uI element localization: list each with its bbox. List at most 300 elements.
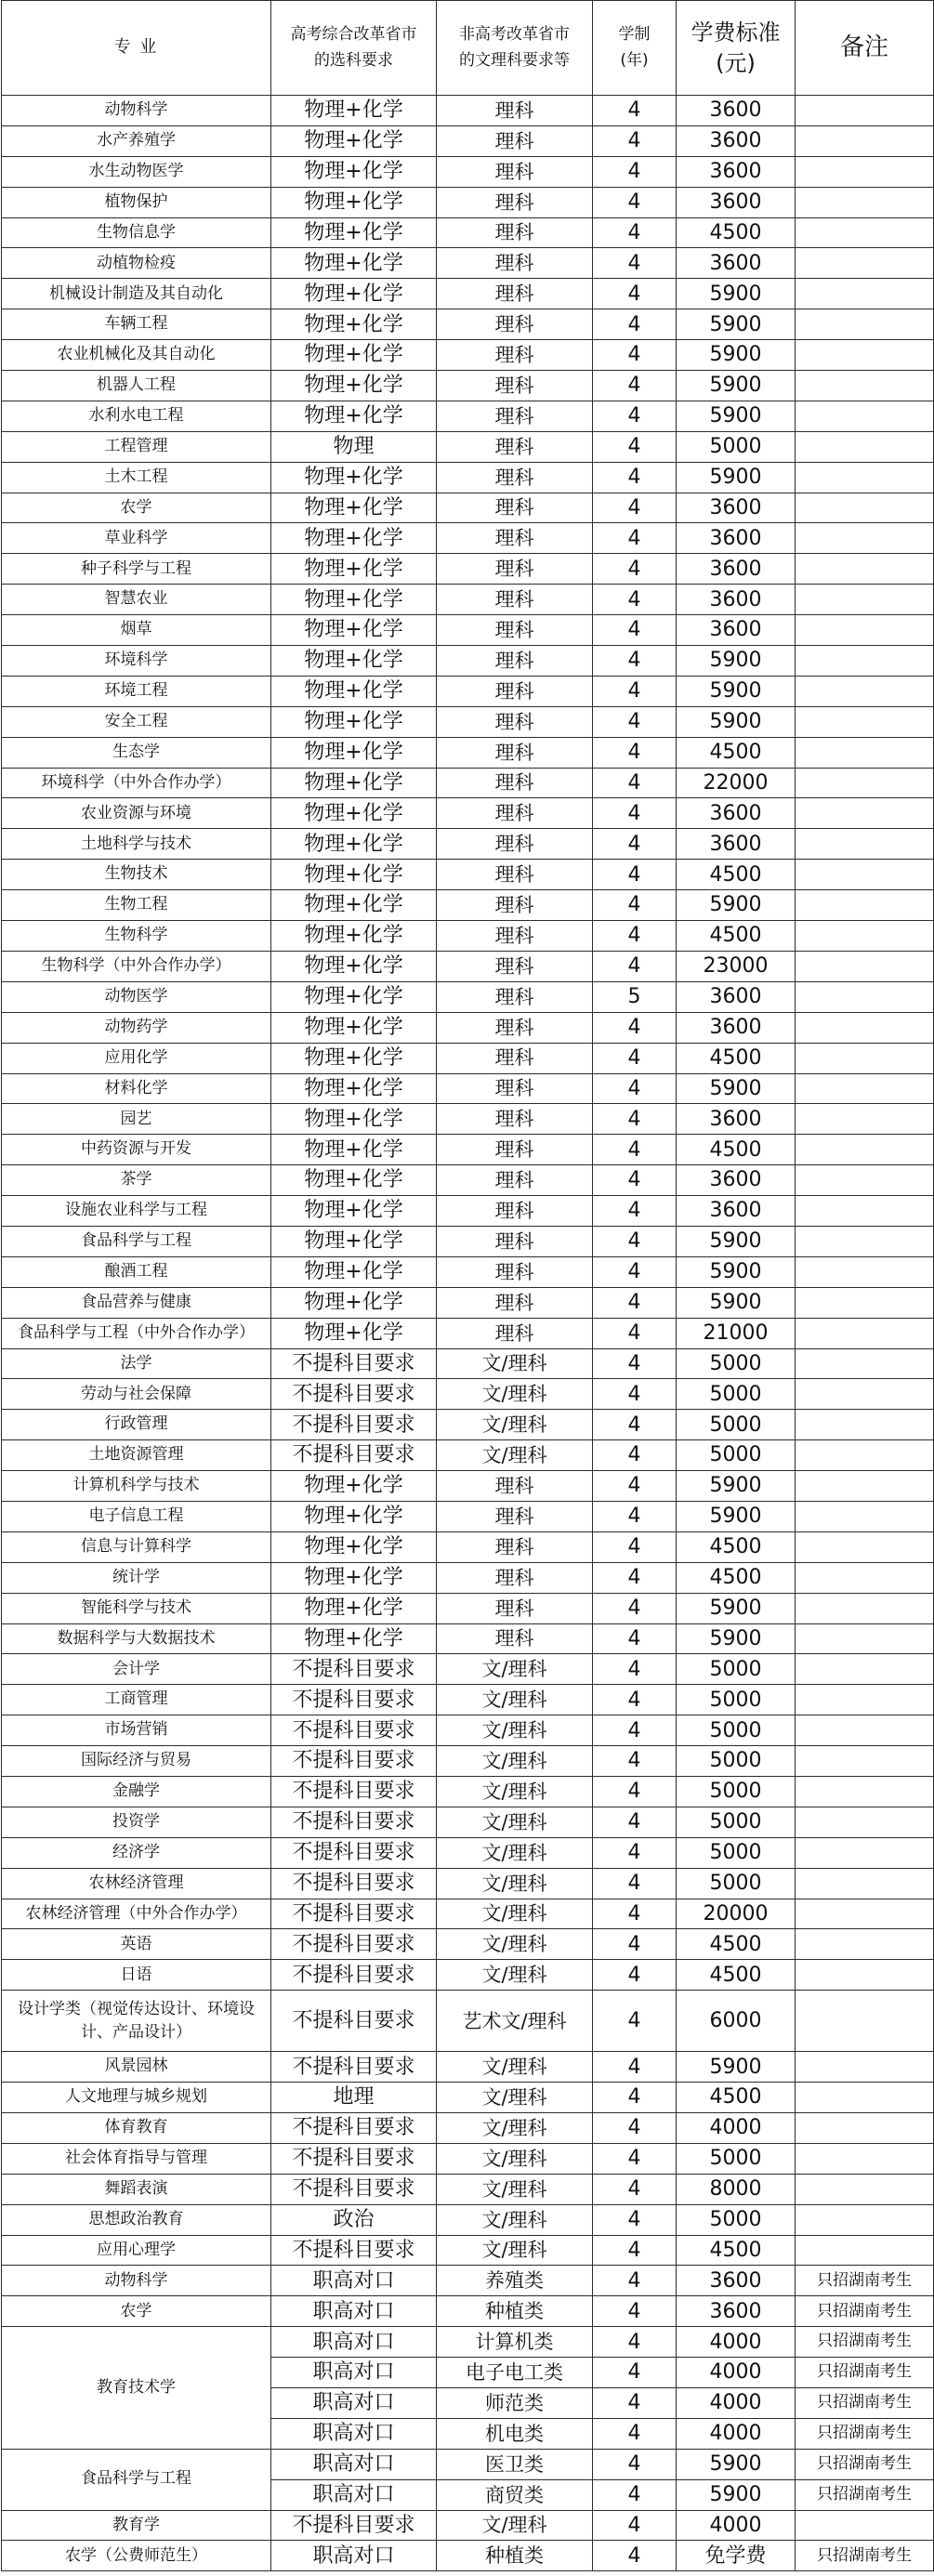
cell-category-requirement: 理科 [437, 401, 593, 431]
cell-note [796, 706, 934, 737]
cell-fee: 5000 [677, 1654, 796, 1685]
cell-category-requirement: 理科 [437, 951, 593, 981]
cell-fee: 5000 [677, 1685, 796, 1715]
cell-years: 4 [593, 1196, 677, 1227]
cell-fee: 5900 [677, 371, 796, 401]
cell-major: 茶学 [2, 1165, 271, 1196]
cell-note [796, 1287, 934, 1318]
cell-subject-requirement: 物理+化学 [271, 1531, 437, 1562]
cell-years: 4 [593, 340, 677, 371]
cell-note [796, 921, 934, 952]
cell-major: 车辆工程 [2, 309, 271, 340]
cell-note [796, 2235, 934, 2266]
cell-years: 4 [593, 2418, 677, 2449]
table-row [2, 431, 934, 462]
cell-category-requirement: 文/理科 [437, 1715, 593, 1746]
cell-years: 4 [593, 646, 677, 677]
cell-category-requirement: 理科 [437, 706, 593, 737]
cell-years: 4 [593, 2479, 677, 2510]
cell-years: 4 [593, 1531, 677, 1562]
cell-major: 农学 [2, 493, 271, 523]
cell-subject-requirement: 物理+化学 [271, 646, 437, 677]
cell-note [796, 1043, 934, 1073]
cell-subject-requirement: 不提科目要求 [271, 1440, 437, 1471]
table-row [2, 615, 934, 646]
cell-years: 4 [593, 493, 677, 523]
cell-fee: 3600 [677, 156, 796, 187]
cell-note [796, 2143, 934, 2174]
cell-fee: 5900 [677, 676, 796, 706]
table-row [2, 1960, 934, 1991]
cell-major: 教育技术学 [2, 2327, 271, 2450]
cell-years: 4 [593, 1379, 677, 1410]
cell-note [796, 125, 934, 156]
table-row [2, 798, 934, 829]
cell-fee: 4500 [677, 1929, 796, 1960]
cell-category-requirement: 理科 [437, 1593, 593, 1623]
cell-category-requirement: 理科 [437, 1562, 593, 1593]
cell-category-requirement: 理科 [437, 829, 593, 860]
cell-subject-requirement: 物理+化学 [271, 371, 437, 401]
cell-years: 4 [593, 2052, 677, 2083]
cell-note [796, 890, 934, 921]
cell-years: 4 [593, 2296, 677, 2327]
cell-fee: 5900 [677, 279, 796, 309]
cell-category-requirement: 文/理科 [437, 1807, 593, 1837]
cell-subject-requirement: 物理+化学 [271, 523, 437, 554]
cell-years: 4 [593, 1410, 677, 1440]
cell-category-requirement: 文/理科 [437, 1654, 593, 1685]
cell-years: 4 [593, 798, 677, 829]
cell-major: 农学（公费师范生） [2, 2541, 271, 2571]
cell-note [796, 401, 934, 431]
cell-fee: 4500 [677, 2235, 796, 2266]
header-req-line1: 高考综合改革省市 [290, 25, 417, 45]
cell-subject-requirement: 物理+化学 [271, 554, 437, 585]
cell-years: 5 [593, 981, 677, 1012]
cell-years: 4 [593, 890, 677, 921]
cell-note [796, 156, 934, 187]
table-row [2, 125, 934, 156]
cell-category-requirement: 师范类 [437, 2388, 593, 2419]
cell-fee: 5900 [677, 1073, 796, 1104]
cell-years: 4 [593, 1837, 677, 1868]
cell-fee: 4500 [677, 1135, 796, 1165]
table-row [2, 1899, 934, 1929]
cell-note [796, 1012, 934, 1043]
cell-major: 食品科学与工程 [2, 1226, 271, 1256]
cell-note: 只招湖南考生 [796, 2327, 934, 2358]
table-row [2, 187, 934, 217]
cell-major: 计算机科学与技术 [2, 1471, 271, 1502]
cell-note [796, 1165, 934, 1196]
cell-subject-requirement: 政治 [271, 2204, 437, 2235]
cell-category-requirement: 理科 [437, 248, 593, 279]
cell-years: 4 [593, 96, 677, 126]
cell-major: 食品科学与工程（中外合作办学） [2, 1318, 271, 1348]
table-row [2, 2266, 934, 2296]
table-row [2, 646, 934, 677]
cell-major: 信息与计算科学 [2, 1531, 271, 1562]
cell-years: 4 [593, 2388, 677, 2419]
table-row [2, 2204, 934, 2235]
cell-category-requirement: 理科 [437, 646, 593, 677]
cell-subject-requirement: 物理 [271, 431, 437, 462]
cell-years: 4 [593, 1715, 677, 1746]
cell-subject-requirement: 物理+化学 [271, 1012, 437, 1043]
cell-subject-requirement: 物理+化学 [271, 340, 437, 371]
cell-years: 4 [593, 2510, 677, 2541]
cell-fee: 4000 [677, 2358, 796, 2388]
cell-note [796, 1135, 934, 1165]
cell-category-requirement: 文/理科 [437, 2113, 593, 2144]
table-row [2, 981, 934, 1012]
cell-fee: 3600 [677, 1012, 796, 1043]
cell-note [796, 1899, 934, 1929]
cell-subject-requirement: 物理+化学 [271, 1287, 437, 1318]
cell-major: 园艺 [2, 1104, 271, 1135]
cell-note [796, 431, 934, 462]
table-row [2, 1348, 934, 1379]
cell-major: 工商管理 [2, 1685, 271, 1715]
cell-category-requirement: 计算机类 [437, 2327, 593, 2358]
cell-category-requirement: 种植类 [437, 2296, 593, 2327]
cell-fee: 5900 [677, 1226, 796, 1256]
table-row [2, 1135, 934, 1165]
cell-major: 英语 [2, 1929, 271, 1960]
cell-major: 土地科学与技术 [2, 829, 271, 860]
cell-fee: 5900 [677, 1256, 796, 1287]
table-row [2, 523, 934, 554]
table-row [2, 1440, 934, 1471]
table-row [2, 248, 934, 279]
table-row [2, 1226, 934, 1256]
cell-note [796, 1440, 934, 1471]
cell-fee: 3600 [677, 1165, 796, 1196]
cell-major: 市场营销 [2, 1715, 271, 1746]
cell-note [796, 1226, 934, 1256]
cell-years: 4 [593, 1685, 677, 1715]
table-row [2, 921, 934, 952]
cell-category-requirement: 理科 [437, 125, 593, 156]
cell-category-requirement: 电子电工类 [437, 2358, 593, 2388]
tuition-table [1, 0, 934, 2571]
cell-note: 只招湖南考生 [796, 2296, 934, 2327]
cell-major: 农业资源与环境 [2, 798, 271, 829]
table-row [2, 340, 934, 371]
cell-subject-requirement: 不提科目要求 [271, 1837, 437, 1868]
cell-category-requirement: 文/理科 [437, 1776, 593, 1807]
cell-note [796, 493, 934, 523]
cell-category-requirement: 商贸类 [437, 2479, 593, 2510]
cell-major: 环境科学（中外合作办学） [2, 768, 271, 798]
cell-subject-requirement: 物理+化学 [271, 1501, 437, 1531]
cell-fee: 5000 [677, 1868, 796, 1899]
cell-note [796, 1837, 934, 1868]
cell-years: 4 [593, 1501, 677, 1531]
cell-note [796, 646, 934, 677]
cell-years: 4 [593, 1073, 677, 1104]
cell-note [796, 309, 934, 340]
cell-category-requirement: 理科 [437, 371, 593, 401]
cell-major: 风景园林 [2, 2052, 271, 2083]
cell-note [796, 279, 934, 309]
cell-subject-requirement: 不提科目要求 [271, 2143, 437, 2174]
cell-fee: 5900 [677, 1593, 796, 1623]
cell-major: 农业机械化及其自动化 [2, 340, 271, 371]
cell-subject-requirement: 职高对口 [271, 2296, 437, 2327]
table-row [2, 1593, 934, 1623]
cell-subject-requirement: 不提科目要求 [271, 2510, 437, 2541]
table-row [2, 1165, 934, 1196]
cell-category-requirement: 艺术文/理科 [437, 1991, 593, 2052]
cell-years: 4 [593, 2113, 677, 2144]
header-years-line1: 学制 [618, 25, 651, 45]
cell-subject-requirement: 物理+化学 [271, 1073, 437, 1104]
cell-major: 烟草 [2, 615, 271, 646]
cell-note [796, 2510, 934, 2541]
cell-years: 4 [593, 2204, 677, 2235]
table-row [2, 1776, 934, 1807]
table-row [2, 1837, 934, 1868]
header-req-line2: 的选科要求 [314, 50, 393, 70]
table-row [2, 1379, 934, 1410]
table-row [2, 217, 934, 248]
cell-note [796, 187, 934, 217]
cell-years: 4 [593, 1807, 677, 1837]
cell-major: 工程管理 [2, 431, 271, 462]
cell-category-requirement: 理科 [437, 1501, 593, 1531]
cell-years: 4 [593, 676, 677, 706]
cell-category-requirement: 理科 [437, 768, 593, 798]
table-row [2, 1991, 934, 2052]
cell-years: 4 [593, 156, 677, 187]
cell-major: 农林经济管理（中外合作办学） [2, 1899, 271, 1929]
header-years [593, 1, 677, 96]
cell-note [796, 1073, 934, 1104]
header-cat-line1: 非高考改革省市 [459, 25, 570, 45]
table-row [2, 1196, 934, 1227]
cell-major: 社会体育指导与管理 [2, 2143, 271, 2174]
cell-years: 4 [593, 2449, 677, 2479]
cell-category-requirement: 理科 [437, 493, 593, 523]
cell-category-requirement: 机电类 [437, 2418, 593, 2449]
cell-fee: 免学费 [677, 2541, 796, 2571]
cell-fee: 3600 [677, 2266, 796, 2296]
cell-subject-requirement: 不提科目要求 [271, 1348, 437, 1379]
cell-major: 安全工程 [2, 706, 271, 737]
cell-years: 4 [593, 1043, 677, 1073]
cell-years: 4 [593, 1623, 677, 1654]
cell-subject-requirement: 不提科目要求 [271, 2174, 437, 2204]
cell-years: 4 [593, 2327, 677, 2358]
cell-fee: 4000 [677, 2388, 796, 2419]
cell-years: 4 [593, 2143, 677, 2174]
cell-fee: 8000 [677, 2174, 796, 2204]
cell-fee: 4500 [677, 1960, 796, 1991]
cell-years: 4 [593, 371, 677, 401]
cell-note [796, 951, 934, 981]
cell-note [796, 1379, 934, 1410]
cell-years: 4 [593, 2266, 677, 2296]
cell-years: 4 [593, 248, 677, 279]
cell-major: 生物科学 [2, 921, 271, 952]
cell-note [796, 1929, 934, 1960]
cell-major: 教育学 [2, 2510, 271, 2541]
cell-major: 土木工程 [2, 462, 271, 493]
cell-major: 智能科学与技术 [2, 1593, 271, 1623]
cell-major: 电子信息工程 [2, 1501, 271, 1531]
cell-major: 水产养殖学 [2, 125, 271, 156]
table-row [2, 2449, 934, 2479]
cell-note: 只招湖南考生 [796, 2479, 934, 2510]
cell-fee: 4500 [677, 2083, 796, 2113]
cell-note [796, 2174, 934, 2204]
cell-major: 酿酒工程 [2, 1256, 271, 1287]
cell-years: 4 [593, 2358, 677, 2388]
cell-subject-requirement: 不提科目要求 [271, 1868, 437, 1899]
cell-fee: 5000 [677, 2143, 796, 2174]
cell-subject-requirement: 物理+化学 [271, 1165, 437, 1196]
cell-category-requirement: 理科 [437, 1043, 593, 1073]
cell-category-requirement: 理科 [437, 737, 593, 768]
cell-category-requirement: 理科 [437, 860, 593, 890]
cell-fee: 3600 [677, 615, 796, 646]
cell-subject-requirement: 物理+化学 [271, 829, 437, 860]
cell-category-requirement: 理科 [437, 981, 593, 1012]
cell-note [796, 248, 934, 279]
cell-major: 种子科学与工程 [2, 554, 271, 585]
cell-category-requirement: 文/理科 [437, 2052, 593, 2083]
cell-note [796, 676, 934, 706]
cell-category-requirement: 理科 [437, 676, 593, 706]
cell-years: 4 [593, 1991, 677, 2052]
cell-note [796, 1501, 934, 1531]
cell-note: 只招湖南考生 [796, 2358, 934, 2388]
cell-category-requirement: 文/理科 [437, 2174, 593, 2204]
cell-years: 4 [593, 1287, 677, 1318]
cell-major: 中药资源与开发 [2, 1135, 271, 1165]
cell-years: 4 [593, 1318, 677, 1348]
cell-category-requirement: 理科 [437, 462, 593, 493]
cell-years: 4 [593, 706, 677, 737]
cell-subject-requirement: 物理+化学 [271, 737, 437, 768]
cell-category-requirement: 文/理科 [437, 2204, 593, 2235]
cell-category-requirement: 文/理科 [437, 1960, 593, 1991]
cell-major: 法学 [2, 1348, 271, 1379]
cell-subject-requirement: 不提科目要求 [271, 1807, 437, 1837]
cell-category-requirement: 理科 [437, 1135, 593, 1165]
cell-fee: 5900 [677, 1471, 796, 1502]
cell-note [796, 554, 934, 585]
cell-major: 动物医学 [2, 981, 271, 1012]
cell-fee: 5000 [677, 1410, 796, 1440]
table-row [2, 706, 934, 737]
cell-major: 日语 [2, 1960, 271, 1991]
cell-fee: 5900 [677, 646, 796, 677]
cell-years: 4 [593, 921, 677, 952]
cell-fee: 4000 [677, 2418, 796, 2449]
table-row [2, 1012, 934, 1043]
cell-years: 4 [593, 585, 677, 615]
table-row [2, 737, 934, 768]
cell-subject-requirement: 物理+化学 [271, 768, 437, 798]
table-row [2, 1104, 934, 1135]
cell-fee: 3600 [677, 829, 796, 860]
cell-major: 金融学 [2, 1776, 271, 1807]
cell-fee: 5900 [677, 890, 796, 921]
table-row [2, 2083, 934, 2113]
cell-subject-requirement: 物理+化学 [271, 1562, 437, 1593]
cell-major: 国际经济与贸易 [2, 1746, 271, 1777]
table-row [2, 2541, 934, 2571]
cell-years: 4 [593, 1960, 677, 1991]
cell-subject-requirement: 不提科目要求 [271, 2235, 437, 2266]
cell-years: 4 [593, 2541, 677, 2571]
cell-fee: 3600 [677, 2296, 796, 2327]
table-row [2, 2143, 934, 2174]
cell-major: 动物科学 [2, 96, 271, 126]
cell-fee: 5000 [677, 1776, 796, 1807]
table-row [2, 1868, 934, 1899]
table-row [2, 371, 934, 401]
cell-fee: 21000 [677, 1318, 796, 1348]
cell-category-requirement: 理科 [437, 615, 593, 646]
cell-major: 水利水电工程 [2, 401, 271, 431]
cell-subject-requirement: 物理+化学 [271, 921, 437, 952]
cell-note: 只招湖南考生 [796, 2266, 934, 2296]
cell-fee: 3600 [677, 96, 796, 126]
cell-fee: 4500 [677, 921, 796, 952]
cell-years: 4 [593, 1104, 677, 1135]
cell-category-requirement: 理科 [437, 1623, 593, 1654]
cell-years: 4 [593, 2235, 677, 2266]
table-row [2, 1287, 934, 1318]
cell-category-requirement: 理科 [437, 309, 593, 340]
cell-note [796, 860, 934, 890]
cell-major: 土地资源管理 [2, 1440, 271, 1471]
cell-subject-requirement: 职高对口 [271, 2266, 437, 2296]
cell-major: 机器人工程 [2, 371, 271, 401]
cell-category-requirement: 理科 [437, 554, 593, 585]
cell-category-requirement: 理科 [437, 279, 593, 309]
cell-years: 4 [593, 1899, 677, 1929]
cell-fee: 4500 [677, 1531, 796, 1562]
cell-major: 农学 [2, 2296, 271, 2327]
cell-category-requirement: 理科 [437, 156, 593, 187]
table-row [2, 1410, 934, 1440]
cell-major: 人文地理与城乡规划 [2, 2083, 271, 2113]
cell-subject-requirement: 职高对口 [271, 2358, 437, 2388]
cell-subject-requirement: 物理+化学 [271, 1196, 437, 1227]
cell-category-requirement: 文/理科 [437, 1348, 593, 1379]
cell-note [796, 2052, 934, 2083]
cell-subject-requirement: 物理+化学 [271, 125, 437, 156]
cell-fee: 5000 [677, 1440, 796, 1471]
cell-category-requirement: 文/理科 [437, 1685, 593, 1715]
header-row [2, 1, 934, 96]
cell-subject-requirement: 物理+化学 [271, 676, 437, 706]
cell-fee: 5900 [677, 1287, 796, 1318]
table-row [2, 1685, 934, 1715]
cell-subject-requirement: 不提科目要求 [271, 1715, 437, 1746]
cell-fee: 5900 [677, 1623, 796, 1654]
table-row [2, 2113, 934, 2144]
cell-subject-requirement: 物理+化学 [271, 279, 437, 309]
cell-subject-requirement: 职高对口 [271, 2479, 437, 2510]
cell-note [796, 1654, 934, 1685]
cell-fee: 4000 [677, 2327, 796, 2358]
